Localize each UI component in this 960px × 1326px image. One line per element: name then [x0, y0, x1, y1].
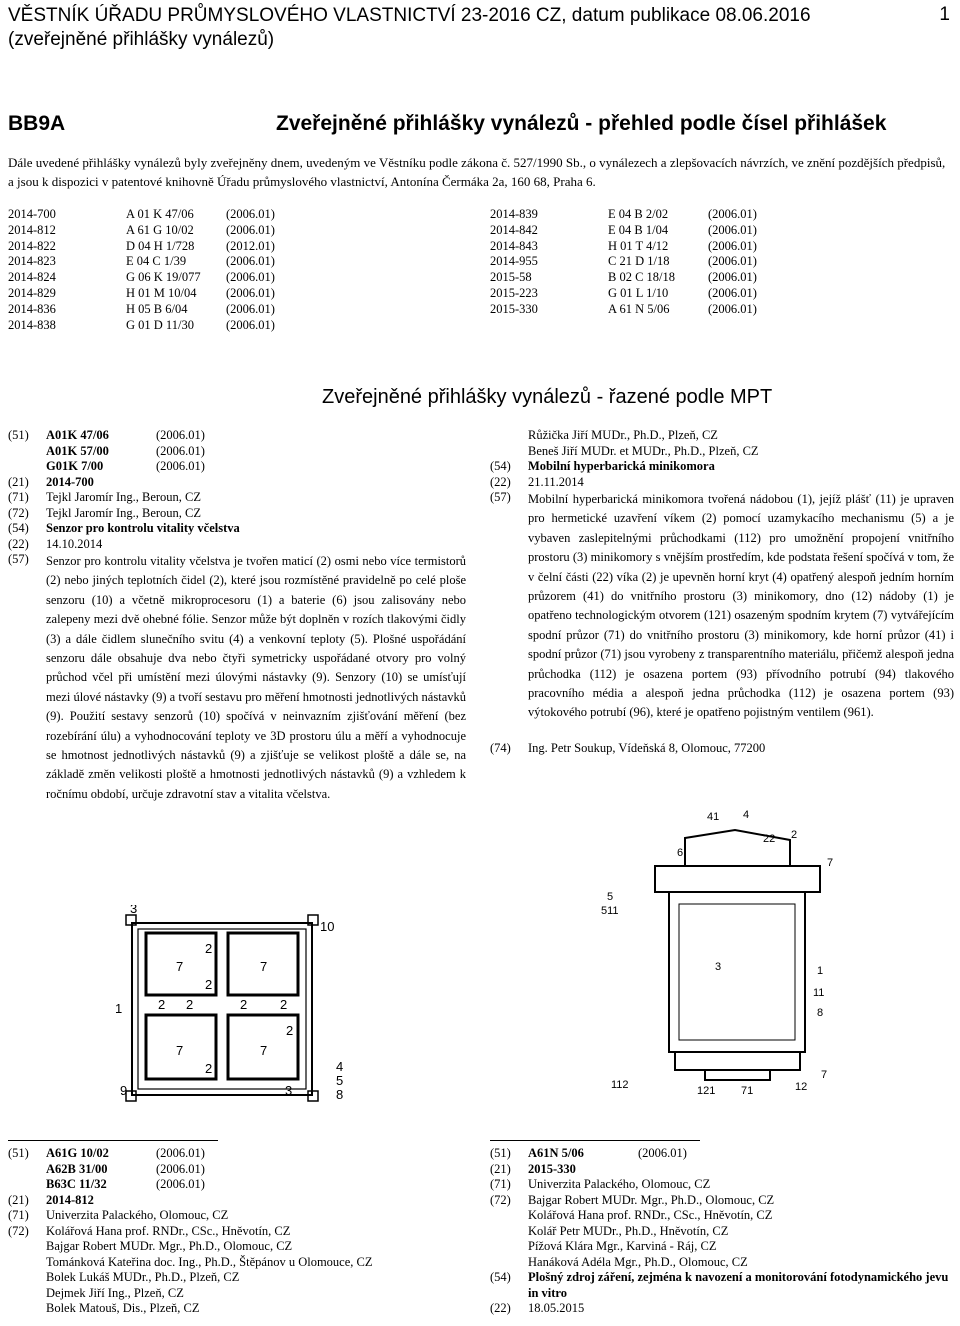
- ipc-class: E 04 B 1/04: [608, 222, 669, 237]
- application-row: [8, 318, 275, 334]
- inventor: Tománková Kateřina doc. Ing., Ph.D., Štěpánov u Olomouce, CZ: [46, 1254, 373, 1269]
- ipc-version: (2006.01): [226, 317, 275, 332]
- ipc-class: G01K 7/00: [46, 459, 104, 473]
- application-number: 2014-839: [490, 207, 538, 221]
- application-row: [8, 239, 275, 255]
- ipc-class: H 05 B 6/04: [126, 301, 188, 316]
- inventor: Bajgar Robert MUDr. Mgr., Ph.D., Olomouc, CZ: [46, 1239, 293, 1253]
- ipc-class: A01K 57/00: [46, 443, 109, 458]
- filing-date: 21.11.2014: [528, 474, 584, 489]
- ipc-version: (2012.01): [226, 238, 275, 253]
- inventor: Dejmek Jiří Ing., Plzeň, CZ: [46, 1285, 184, 1300]
- invention-title: Senzor pro kontrolu vitality včelstva: [46, 521, 240, 535]
- section-intro: Dále uvedené přihlášky vynálezů byly zveřejněny dnem, uvedeným ve Věstníku podle zákona č. 527/1990 Sb., o vynálezech a zlepšovacích návrzích, ve znění pozdějších předpisů, a jsou k dispozici v patentové knihovně Úřadu průmyslového vlastnictví, Antonína Čermáka 2a, 160 68, Praha 6.: [8, 155, 946, 189]
- inventor: Beneš Jiří MUDr. et MUDr., Ph.D., Plzeň, CZ: [528, 443, 759, 458]
- inid-57: (57): [490, 490, 511, 504]
- patent-entry-2014-700: [8, 428, 466, 804]
- applicant: Univerzita Palackého, Olomouc, CZ: [528, 1177, 711, 1191]
- label-3: 3: [130, 905, 138, 916]
- inid-51: (51): [8, 1146, 29, 1160]
- ipc-class: A 01 K 47/06: [126, 207, 194, 221]
- ipc-version: (2006.01): [156, 443, 205, 458]
- ipc-version: (2006.01): [156, 1146, 205, 1160]
- separator-right: [490, 1140, 700, 1141]
- inid-22: (22): [490, 1301, 511, 1315]
- journal-header: [8, 4, 811, 52]
- ipc-class: H 01 T 4/12: [608, 238, 669, 253]
- ipc-class: A 61 G 10/02: [126, 222, 194, 237]
- label-5: 5: [336, 1073, 344, 1088]
- ipc-version: (2006.01): [156, 459, 205, 473]
- application-number: 2015-223: [490, 285, 538, 300]
- inid-71: (71): [8, 1208, 29, 1222]
- inid-21: (21): [8, 1192, 29, 1207]
- label-2: 2: [240, 997, 248, 1012]
- application-row: [490, 223, 757, 239]
- label-2: 2: [286, 1023, 294, 1038]
- agent: Ing. Petr Soukup, Vídeňská 8, Olomouc, 77200: [528, 740, 766, 755]
- ipc-class: G 01 L 1/10: [608, 285, 669, 300]
- label-71: 71: [741, 1085, 754, 1097]
- ipc-class: C 21 D 1/18: [608, 254, 670, 269]
- ipc-class: A01K 47/06: [46, 428, 109, 442]
- label-7: 7: [827, 857, 834, 869]
- application-number: 2014-822: [8, 238, 56, 253]
- vessel-wall: [669, 892, 805, 1052]
- ipc-class: A 61 N 5/06: [608, 301, 670, 316]
- inid-72: (72): [8, 1223, 29, 1238]
- ipc-version: (2006.01): [156, 428, 205, 442]
- label-2: 2: [158, 997, 166, 1012]
- label-5: 5: [607, 891, 614, 903]
- inventor: Pížová Klára Mgr., Karviná - Ráj, CZ: [528, 1239, 717, 1253]
- label-4: 4: [336, 1059, 344, 1074]
- application-number: 2014-829: [8, 285, 56, 300]
- inid-71: (71): [8, 490, 29, 504]
- inventor: Kolář Petr MUDr., Ph.D., Hněvotín, CZ: [528, 1223, 729, 1238]
- inid-72: (72): [490, 1192, 511, 1207]
- application-row: [490, 286, 757, 302]
- ipc-version: (2006.01): [708, 254, 757, 269]
- label-8: 8: [817, 1007, 824, 1019]
- application-number: 2014-842: [490, 222, 538, 237]
- bottom: [675, 1052, 800, 1070]
- patent-entry-minikomora: [490, 428, 954, 756]
- inventor: Kolářová Hana prof. RNDr., CSc., Hněvotín, CZ: [46, 1223, 291, 1238]
- inventor-list: [46, 1224, 373, 1317]
- invention-title: Plošný zdroj záření, zejména k navození a monitorování fotodynamického jevu in vitro: [528, 1270, 949, 1300]
- application-row: [8, 223, 275, 239]
- label-3: 3: [715, 961, 722, 973]
- inventor: Tejkl Jaromír Ing., Beroun, CZ: [46, 505, 201, 520]
- application-list-right: [490, 207, 757, 318]
- application-row: [490, 302, 757, 318]
- section-code: BB9A: [8, 112, 66, 135]
- label-6: 6: [677, 847, 684, 859]
- inventor-list: [528, 1193, 774, 1271]
- ipc-version: (2006.01): [638, 1146, 687, 1160]
- inventor: Bolek Lukáš MUDr., Ph.D., Plzeň, CZ: [46, 1270, 240, 1284]
- separator-left: [8, 1140, 218, 1141]
- label-2: 2: [186, 997, 194, 1012]
- label-2: 2: [791, 829, 798, 841]
- label-1: 1: [817, 965, 824, 977]
- inventor: Růžička Jiří MUDr., Ph.D., Plzeň, CZ: [528, 428, 718, 442]
- application-number: 2014-812: [46, 1192, 94, 1207]
- application-row: [490, 254, 757, 270]
- vessel-inner: [679, 904, 795, 1040]
- application-row: [8, 286, 275, 302]
- inventor: Bolek Matouš, Dis., Plzeň, CZ: [46, 1301, 200, 1315]
- ipc-version: (2006.01): [156, 1177, 205, 1191]
- ipc-version: (2006.01): [226, 207, 275, 221]
- inventor: Bajgar Robert MUDr. Mgr., Ph.D., Olomouc, CZ: [528, 1192, 775, 1207]
- label-511: 511: [601, 905, 619, 917]
- ipc-version: (2006.01): [156, 1161, 205, 1176]
- inid-54: (54): [490, 1270, 511, 1284]
- label-2: 2: [205, 977, 213, 992]
- inid-22: (22): [8, 536, 29, 551]
- inid-72: (72): [8, 505, 29, 520]
- inid-22: (22): [490, 474, 511, 489]
- application-number: 2014-838: [8, 317, 56, 332]
- label-10: 10: [320, 919, 335, 934]
- ipc-class: E 04 B 2/02: [608, 207, 669, 221]
- label-8: 8: [336, 1087, 344, 1102]
- label-9: 9: [120, 1083, 128, 1098]
- section2-title: Zveřejněné přihlášky vynálezů - řazené podle MPT: [322, 386, 773, 408]
- label-7: 7: [176, 1043, 184, 1058]
- ipc-version: (2006.01): [226, 270, 275, 285]
- sensor-figure: [110, 905, 360, 1105]
- label-7: 7: [260, 959, 268, 974]
- ipc-class: E 04 C 1/39: [126, 254, 187, 269]
- inid-51: (51): [8, 428, 29, 442]
- label-22: 22: [763, 833, 776, 845]
- inventor: Hanáková Adéla Mgr., Ph.D., Olomouc, CZ: [528, 1254, 748, 1269]
- ipc-class: D 04 H 1/728: [126, 238, 195, 253]
- ipc-class: A62B 31/00: [46, 1161, 108, 1176]
- application-number: 2015-330: [528, 1161, 576, 1176]
- application-number: 2014-955: [490, 254, 538, 269]
- invention-title: Mobilní hyperbarická minikomora: [528, 459, 715, 473]
- inid-21: (21): [490, 1161, 511, 1176]
- header-line1: VĚSTNÍK ÚŘADU PRŮMYSLOVÉHO VLASTNICTVÍ 23-2016 CZ, datum publikace 08.06.2016: [8, 5, 811, 26]
- ipc-version: (2006.01): [226, 254, 275, 269]
- application-list-left: [8, 207, 275, 333]
- ipc-class: A61G 10/02: [46, 1146, 109, 1160]
- label-11: 11: [813, 987, 825, 999]
- application-number: 2015-58: [490, 270, 532, 285]
- inid-54: (54): [490, 459, 511, 473]
- application-number: 2015-330: [490, 301, 538, 316]
- application-number: 2014-836: [8, 301, 56, 316]
- application-number: 2014-812: [8, 222, 56, 237]
- ipc-version: (2006.01): [708, 301, 757, 316]
- applicant: Tejkl Jaromír Ing., Beroun, CZ: [46, 490, 201, 504]
- applicant: Univerzita Palackého, Olomouc, CZ: [46, 1208, 229, 1222]
- abstract: Senzor pro kontrolu vitality včelstva je tvořen maticí (2) osmi nebo více termistorů (2) nebo jiných teplotních čidel (2), které jsou rozmístěné pravidelně po celé ploše senzoru (10) a včetně mikroprocesoru (1) a baterie (6) jsou zalisovány nebo zalepeny mezi dvě ohebné fólie. Senzor může být doplněn v rozích tlakovými čidly (3) a dále čidlem slunečního svitu (4) a venkovní teploty (5). Plošné uspořádání senzoru dále obsahuje dva nebo čtyři symetricky uspořádané otvory pro volný průchod včel při umístění mezi úlovými nástavky (9). Senzory (10) se umísťují mezi úlové nástavky (9) a tvoří sestavu pro měření hmotnosti jednotlivých nástavků (9). Použití sestavy senzorů (10) spočívá v neinvazním zjišťování měření (bez rozebírání úlu) a vyhodnocování teploty ve 3D prostoru úlu a měří a vyhodnocuje se hmotnost jednotlivých nástavků (9) a zjišťuje se velikost ploště a dále se, na základě změn velikosti ploště a hmotnosti jednotlivých nástavků (9) a vzhledem k ročnímu období, určuje zdravotní stav a vitalita včelstva.: [46, 554, 466, 801]
- application-number: 2014-843: [490, 238, 538, 253]
- filing-date: 14.10.2014: [46, 536, 103, 551]
- application-row: [490, 270, 757, 286]
- application-row: [8, 207, 275, 223]
- label-3: 3: [285, 1083, 293, 1098]
- label-121: 121: [697, 1085, 716, 1097]
- minikomora-figure: [595, 808, 865, 1098]
- application-number: 2014-700: [46, 474, 94, 489]
- label-2: 2: [280, 997, 288, 1012]
- application-row: [8, 270, 275, 286]
- ipc-version: (2006.01): [226, 301, 275, 316]
- ipc-version: (2006.01): [708, 238, 757, 253]
- inid-74: (74): [490, 740, 511, 755]
- inid-51: (51): [490, 1146, 511, 1160]
- ipc-class: G 06 K 19/077: [126, 270, 201, 285]
- ipc-version: (2006.01): [708, 222, 757, 237]
- abstract: Mobilní hyperbarická minikomora tvořená nádobou (1), jejíž plášť (11) je upraven pro hermetické uzavření víkem (2) pomocí uzamykacího mechanismu (5) a je vybaven zaslepitelnými průchodkami (112) pro umožnění propojení vnitřního prostoru (3) minikomory s vnějším prostředím, kde podstata řešení spočívá v tom, že v čelní části (22) víka (2) je upevněn horní kryt (4) opatřený alespoň jedním horním průzorem (41) do vnitřního prostoru (3) minikomory, dno (12) nádoby (1) je opatřeno technologickým otvorem (121) osazeným spodním krytem (7) vytvářejícím spodní průzor (71) do vnitřního prostoru (3) minikomory, kde horní průzor (41) i spodní průzor (71) jsou vyrobeny z transparentního materiálu, přičemž alespoň jedna průchodka (112) je osazena portem (93) přívodního potrubí (94) tlakového pracovního média a alespoň jedna průchodka (112) je osazena portem (93) výtokového potrubí (96), které je opatřeno pojistným ventilem (961).: [528, 492, 954, 720]
- application-number: 2014-700: [8, 207, 56, 221]
- ipc-class: B 02 C 18/18: [608, 270, 676, 285]
- application-row: [8, 254, 275, 270]
- ipc-version: (2006.01): [708, 207, 757, 221]
- inid-54: (54): [8, 521, 29, 535]
- lid: [655, 866, 820, 892]
- label-112: 112: [611, 1079, 629, 1091]
- label-2: 2: [205, 1061, 213, 1076]
- ipc-version: (2006.01): [708, 285, 757, 300]
- ipc-class: H 01 M 10/04: [126, 285, 197, 300]
- ipc-version: (2006.01): [226, 285, 275, 300]
- ipc-version: (2006.01): [226, 222, 275, 237]
- ipc-class: A61N 5/06: [528, 1146, 584, 1160]
- inid-21: (21): [8, 474, 29, 489]
- filing-date: 18.05.2015: [528, 1301, 585, 1315]
- label-7: 7: [821, 1069, 828, 1081]
- ipc-class: B63C 11/32: [46, 1177, 107, 1191]
- application-row: [490, 207, 757, 223]
- patent-entry-2015-330: [490, 1146, 954, 1317]
- header-line2: (zveřejněné přihlášky vynálezů): [8, 29, 275, 50]
- inid-57: (57): [8, 552, 29, 566]
- label-12: 12: [795, 1081, 808, 1093]
- application-number: 2014-824: [8, 270, 56, 285]
- application-row: [490, 239, 757, 255]
- application-row: [8, 302, 275, 318]
- inventor: Kolářová Hana prof. RNDr., CSc., Hněvotín, CZ: [528, 1208, 773, 1222]
- label-1: 1: [115, 1001, 123, 1016]
- page-number: 1: [939, 4, 950, 25]
- label-4: 4: [743, 809, 750, 821]
- bottom-cover: [705, 1070, 770, 1080]
- patent-entry-2014-812: [8, 1146, 468, 1317]
- label-7: 7: [176, 959, 184, 974]
- application-number: 2014-823: [8, 254, 56, 269]
- ipc-class: G 01 D 11/30: [126, 317, 194, 332]
- label-41: 41: [707, 811, 720, 823]
- ipc-version: (2006.01): [708, 270, 757, 285]
- label-7: 7: [260, 1043, 268, 1058]
- section-title: Zveřejněné přihlášky vynálezů - přehled podle čísel přihlášek: [276, 112, 887, 135]
- inid-71: (71): [490, 1177, 511, 1191]
- label-2: 2: [205, 941, 213, 956]
